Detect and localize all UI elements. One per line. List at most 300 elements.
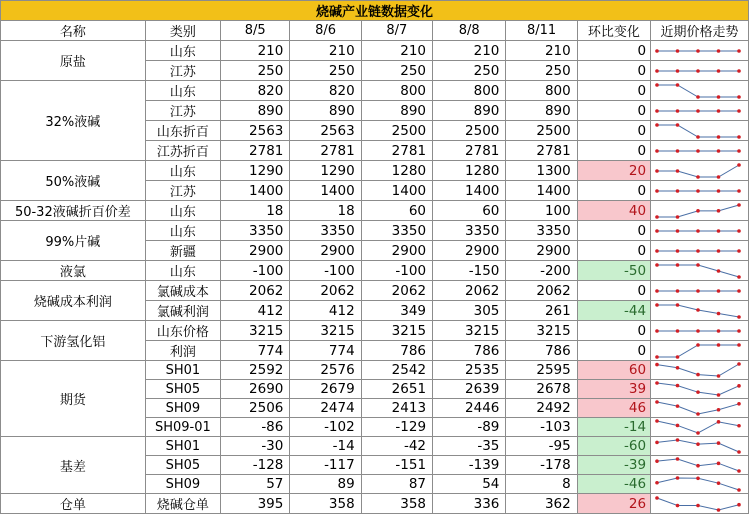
value-cell: 3350 — [506, 221, 577, 241]
value-cell: 57 — [221, 475, 290, 494]
table-row — [1, 201, 749, 221]
value-cell: -14 — [290, 437, 361, 456]
category-cell: SH09-01 — [145, 418, 220, 437]
value-cell: 2781 — [361, 141, 432, 161]
sparkline-point — [737, 49, 741, 53]
value-cell: 2781 — [221, 141, 290, 161]
change-cell: 60 — [577, 361, 650, 380]
value-cell: 358 — [361, 494, 432, 514]
category-cell: 山东 — [145, 81, 220, 101]
value-cell: 2690 — [221, 380, 290, 399]
value-cell: -30 — [221, 437, 290, 456]
sparkline-point — [676, 149, 680, 153]
sparkline-point — [737, 163, 741, 167]
sparkline-path — [657, 85, 739, 97]
value-cell: 358 — [290, 494, 361, 514]
sparkline-point — [737, 488, 741, 492]
sparkline-cell — [651, 380, 749, 399]
table-row — [1, 161, 749, 181]
sparkline-point — [696, 95, 700, 99]
value-cell: 800 — [506, 81, 577, 101]
change-cell: 39 — [577, 380, 650, 399]
sparkline-point — [676, 424, 680, 428]
sparkline-cell — [651, 101, 749, 121]
sparkline-point — [696, 464, 700, 468]
sparkline-path — [657, 165, 739, 177]
sparkline-point — [737, 362, 741, 366]
value-cell: 890 — [221, 101, 290, 121]
sparkline-point — [655, 189, 659, 193]
sparkline-point — [655, 249, 659, 253]
value-cell: 1290 — [290, 161, 361, 181]
value-cell: 800 — [361, 81, 432, 101]
sparkline-point — [696, 442, 700, 446]
table-title: 烧碱产业链数据变化 — [1, 1, 749, 21]
header-trend: 近期价格走势 — [651, 21, 749, 41]
value-cell: 412 — [290, 301, 361, 321]
value-cell: 786 — [433, 341, 506, 361]
sparkline-point — [655, 400, 659, 404]
change-cell: 0 — [577, 241, 650, 261]
sparkline — [651, 242, 745, 260]
sparkline-point — [717, 149, 721, 153]
change-cell: 0 — [577, 61, 650, 81]
sparkline-cell — [651, 494, 749, 514]
value-cell: 774 — [221, 341, 290, 361]
sparkline-cell — [651, 301, 749, 321]
value-cell: 18 — [290, 201, 361, 221]
header-date-1: 8/5 — [221, 21, 290, 41]
value-cell: 250 — [506, 61, 577, 81]
value-cell: 210 — [433, 41, 506, 61]
sparkline-point — [696, 412, 700, 416]
sparkline-point — [696, 390, 700, 394]
value-cell: 2592 — [221, 361, 290, 380]
sparkline-point — [717, 393, 721, 397]
sparkline-point — [676, 404, 680, 408]
sparkline — [651, 122, 745, 140]
sparkline — [651, 262, 745, 280]
header-date-3: 8/7 — [361, 21, 432, 41]
sparkline-point — [737, 502, 741, 506]
change-cell: 0 — [577, 101, 650, 121]
sparkline-point — [717, 329, 721, 333]
value-cell: 2563 — [290, 121, 361, 141]
sparkline — [651, 361, 745, 379]
sparkline-point — [737, 450, 741, 454]
sparkline-point — [717, 49, 721, 53]
sparkline — [651, 202, 745, 220]
sparkline-point — [717, 343, 721, 347]
sparkline-cell — [651, 181, 749, 201]
change-cell: -50 — [577, 261, 650, 281]
header-date-2: 8/6 — [290, 21, 361, 41]
sparkline-point — [676, 249, 680, 253]
sparkline — [651, 62, 745, 80]
sparkline-point — [737, 424, 741, 428]
value-cell: 60 — [361, 201, 432, 221]
change-cell: 46 — [577, 399, 650, 418]
sparkline-point — [696, 343, 700, 347]
sparkline-point — [676, 69, 680, 73]
sparkline-point — [655, 303, 659, 307]
sparkline — [651, 322, 745, 340]
value-cell: 2062 — [361, 281, 432, 301]
value-cell: -35 — [433, 437, 506, 456]
value-cell: 2678 — [506, 380, 577, 399]
value-cell: 2500 — [433, 121, 506, 141]
sparkline-point — [696, 249, 700, 253]
value-cell: 890 — [433, 101, 506, 121]
sparkline-point — [655, 229, 659, 233]
sparkline-point — [676, 189, 680, 193]
sparkline-point — [717, 249, 721, 253]
sparkline-cell — [651, 141, 749, 161]
value-cell: -86 — [221, 418, 290, 437]
value-cell: -150 — [433, 261, 506, 281]
category-cell: 利润 — [145, 341, 220, 361]
sparkline-point — [655, 109, 659, 113]
change-cell: 0 — [577, 341, 650, 361]
sparkline-point — [676, 503, 680, 507]
value-cell: 2900 — [506, 241, 577, 261]
value-cell: 2446 — [433, 399, 506, 418]
sparkline-point — [696, 149, 700, 153]
sparkline-point — [676, 83, 680, 87]
sparkline-point — [655, 69, 659, 73]
value-cell: 786 — [361, 341, 432, 361]
sparkline-cell — [651, 41, 749, 61]
value-cell: 1400 — [506, 181, 577, 201]
sparkline-point — [717, 420, 721, 424]
table-row — [1, 437, 749, 456]
sparkline-point — [655, 481, 659, 485]
table-row — [1, 361, 749, 380]
sparkline-point — [655, 496, 659, 500]
value-cell: 3215 — [221, 321, 290, 341]
value-cell: 2535 — [433, 361, 506, 380]
sparkline-path — [657, 440, 739, 452]
value-cell: 2506 — [221, 399, 290, 418]
header-name: 名称 — [1, 21, 146, 41]
group-name: 原盐 — [1, 41, 146, 81]
value-cell: 3350 — [361, 221, 432, 241]
sparkline-point — [676, 215, 680, 219]
category-cell: 山东价格 — [145, 321, 220, 341]
sparkline-point — [717, 189, 721, 193]
value-cell: -100 — [361, 261, 432, 281]
value-cell: 1400 — [290, 181, 361, 201]
sparkline — [651, 380, 745, 398]
value-cell: 2500 — [361, 121, 432, 141]
value-cell: 1400 — [361, 181, 432, 201]
change-cell: 0 — [577, 41, 650, 61]
sparkline-point — [717, 481, 721, 485]
value-cell: 2900 — [361, 241, 432, 261]
sparkline-point — [737, 315, 741, 319]
table-row — [1, 261, 749, 281]
sparkline-point — [676, 123, 680, 127]
value-cell: 1300 — [506, 161, 577, 181]
sparkline-point — [696, 289, 700, 293]
value-cell: 3215 — [290, 321, 361, 341]
change-cell: 0 — [577, 141, 650, 161]
category-cell: 烧碱仓单 — [145, 494, 220, 514]
sparkline-cell — [651, 361, 749, 380]
sparkline-point — [717, 408, 721, 412]
sparkline-point — [717, 109, 721, 113]
sparkline — [651, 282, 745, 300]
table-body — [1, 41, 749, 514]
sparkline-point — [655, 419, 659, 423]
value-cell: -151 — [361, 456, 432, 475]
group-name: 32%液碱 — [1, 81, 146, 161]
sparkline — [651, 418, 745, 436]
category-cell: SH05 — [145, 380, 220, 399]
sparkline-point — [696, 308, 700, 312]
sparkline-point — [717, 269, 721, 273]
value-cell: 1400 — [221, 181, 290, 201]
value-cell: 89 — [290, 475, 361, 494]
change-cell: 0 — [577, 221, 650, 241]
value-cell: 2639 — [433, 380, 506, 399]
sparkline-cell — [651, 261, 749, 281]
header-change: 环比变化 — [577, 21, 650, 41]
sparkline — [651, 437, 745, 455]
sparkline-point — [676, 169, 680, 173]
sparkline-point — [676, 457, 680, 461]
group-name: 仓单 — [1, 494, 146, 514]
value-cell: 1400 — [433, 181, 506, 201]
value-cell: 2595 — [506, 361, 577, 380]
header-date-5: 8/11 — [506, 21, 577, 41]
group-name: 期货 — [1, 361, 146, 437]
sparkline-point — [676, 109, 680, 113]
sparkline-cell — [651, 61, 749, 81]
sparkline — [651, 495, 745, 513]
value-cell: 349 — [361, 301, 432, 321]
sparkline-point — [696, 476, 700, 480]
sparkline-point — [655, 289, 659, 293]
group-name: 50-32液碱折百价差 — [1, 201, 146, 221]
sparkline-point — [655, 329, 659, 333]
category-cell: 山东 — [145, 201, 220, 221]
value-cell: 2900 — [433, 241, 506, 261]
sparkline-point — [676, 366, 680, 370]
value-cell: 820 — [290, 81, 361, 101]
value-cell: 1280 — [361, 161, 432, 181]
value-cell: 1280 — [433, 161, 506, 181]
category-cell: 山东 — [145, 261, 220, 281]
value-cell: 800 — [433, 81, 506, 101]
change-cell: 40 — [577, 201, 650, 221]
value-cell: 250 — [290, 61, 361, 81]
table-row — [1, 281, 749, 301]
sparkline-cell — [651, 341, 749, 361]
sparkline-point — [737, 275, 741, 279]
change-cell: 20 — [577, 161, 650, 181]
change-cell: -60 — [577, 437, 650, 456]
sparkline-point — [696, 431, 700, 435]
table-row — [1, 81, 749, 101]
value-cell: -100 — [221, 261, 290, 281]
value-cell: 890 — [506, 101, 577, 121]
value-cell: 3350 — [221, 221, 290, 241]
value-cell: -89 — [433, 418, 506, 437]
value-cell: 2492 — [506, 399, 577, 418]
group-name: 99%片碱 — [1, 221, 146, 261]
category-cell: 山东折百 — [145, 121, 220, 141]
value-cell: 2576 — [290, 361, 361, 380]
sparkline-point — [655, 49, 659, 53]
category-cell: 江苏折百 — [145, 141, 220, 161]
sparkline-cell — [651, 201, 749, 221]
value-cell: -103 — [506, 418, 577, 437]
sparkline-point — [676, 355, 680, 359]
group-name: 烧碱成本利润 — [1, 281, 146, 321]
change-cell: 26 — [577, 494, 650, 514]
category-cell: 氯碱利润 — [145, 301, 220, 321]
value-cell: 3215 — [361, 321, 432, 341]
sparkline-point — [676, 303, 680, 307]
sparkline-cell — [651, 399, 749, 418]
category-cell: SH05 — [145, 456, 220, 475]
sparkline-point — [737, 149, 741, 153]
value-cell: -95 — [506, 437, 577, 456]
change-cell: -44 — [577, 301, 650, 321]
sparkline-point — [696, 189, 700, 193]
sparkline-point — [717, 508, 721, 512]
value-cell: 2900 — [290, 241, 361, 261]
sparkline-cell — [651, 456, 749, 475]
value-cell: -200 — [506, 261, 577, 281]
sparkline-point — [696, 175, 700, 179]
sparkline — [651, 82, 745, 100]
sparkline — [651, 222, 745, 240]
value-cell: 395 — [221, 494, 290, 514]
change-cell: 0 — [577, 281, 650, 301]
change-cell: 0 — [577, 81, 650, 101]
sparkline-point — [737, 69, 741, 73]
value-cell: -129 — [361, 418, 432, 437]
sparkline-point — [696, 373, 700, 377]
change-cell: -14 — [577, 418, 650, 437]
sparkline-point — [696, 69, 700, 73]
sparkline — [651, 456, 745, 474]
sparkline-point — [676, 329, 680, 333]
sparkline-point — [717, 175, 721, 179]
value-cell: -139 — [433, 456, 506, 475]
sparkline-point — [737, 402, 741, 406]
value-cell: 890 — [290, 101, 361, 121]
value-cell: -100 — [290, 261, 361, 281]
value-cell: 2563 — [221, 121, 290, 141]
sparkline — [651, 142, 745, 160]
value-cell: 2781 — [290, 141, 361, 161]
sparkline-point — [676, 384, 680, 388]
value-cell: 820 — [221, 81, 290, 101]
category-cell: 山东 — [145, 221, 220, 241]
value-cell: -178 — [506, 456, 577, 475]
sparkline-cell — [651, 281, 749, 301]
sparkline-point — [655, 149, 659, 153]
value-cell: 210 — [361, 41, 432, 61]
sparkline-point — [717, 229, 721, 233]
sparkline-point — [696, 263, 700, 267]
sparkline-point — [655, 459, 659, 463]
sparkline-point — [717, 69, 721, 73]
group-name: 基差 — [1, 437, 146, 494]
sparkline-point — [717, 441, 721, 445]
value-cell: 210 — [290, 41, 361, 61]
value-cell: -42 — [361, 437, 432, 456]
sparkline-point — [717, 462, 721, 466]
change-cell: 0 — [577, 181, 650, 201]
sparkline-point — [737, 229, 741, 233]
value-cell: 250 — [221, 61, 290, 81]
sparkline-point — [696, 109, 700, 113]
value-cell: 2062 — [433, 281, 506, 301]
value-cell: 2413 — [361, 399, 432, 418]
sparkline-point — [696, 229, 700, 233]
category-cell: SH09 — [145, 475, 220, 494]
value-cell: 54 — [433, 475, 506, 494]
value-cell: 786 — [506, 341, 577, 361]
sparkline — [651, 102, 745, 120]
sparkline-point — [655, 441, 659, 445]
category-cell: SH09 — [145, 399, 220, 418]
value-cell: 2679 — [290, 380, 361, 399]
group-name: 50%液碱 — [1, 161, 146, 201]
sparkline-point — [717, 374, 721, 378]
sparkline-point — [717, 311, 721, 315]
change-cell: 0 — [577, 121, 650, 141]
sparkline-point — [676, 263, 680, 267]
header-category: 类别 — [145, 21, 220, 41]
value-cell: 250 — [361, 61, 432, 81]
sparkline-point — [655, 381, 659, 385]
sparkline-point — [655, 355, 659, 359]
sparkline-point — [676, 438, 680, 442]
value-cell: 3350 — [433, 221, 506, 241]
value-cell: -102 — [290, 418, 361, 437]
category-cell: SH01 — [145, 361, 220, 380]
value-cell: 210 — [221, 41, 290, 61]
value-cell: 2781 — [506, 141, 577, 161]
sparkline-point — [696, 49, 700, 53]
value-cell: 305 — [433, 301, 506, 321]
value-cell: 890 — [361, 101, 432, 121]
category-cell: SH01 — [145, 437, 220, 456]
value-cell: 362 — [506, 494, 577, 514]
value-cell: 336 — [433, 494, 506, 514]
sparkline-point — [655, 83, 659, 87]
value-cell: 18 — [221, 201, 290, 221]
group-name: 液氯 — [1, 261, 146, 281]
value-cell: 2781 — [433, 141, 506, 161]
sparkline-point — [676, 289, 680, 293]
category-cell: 江苏 — [145, 101, 220, 121]
category-cell: 江苏 — [145, 181, 220, 201]
change-cell: -46 — [577, 475, 650, 494]
sparkline — [651, 182, 745, 200]
value-cell: 8 — [506, 475, 577, 494]
value-cell: 2900 — [221, 241, 290, 261]
sparkline-point — [737, 249, 741, 253]
sparkline-point — [717, 95, 721, 99]
sparkline-point — [676, 49, 680, 53]
value-cell: -128 — [221, 456, 290, 475]
